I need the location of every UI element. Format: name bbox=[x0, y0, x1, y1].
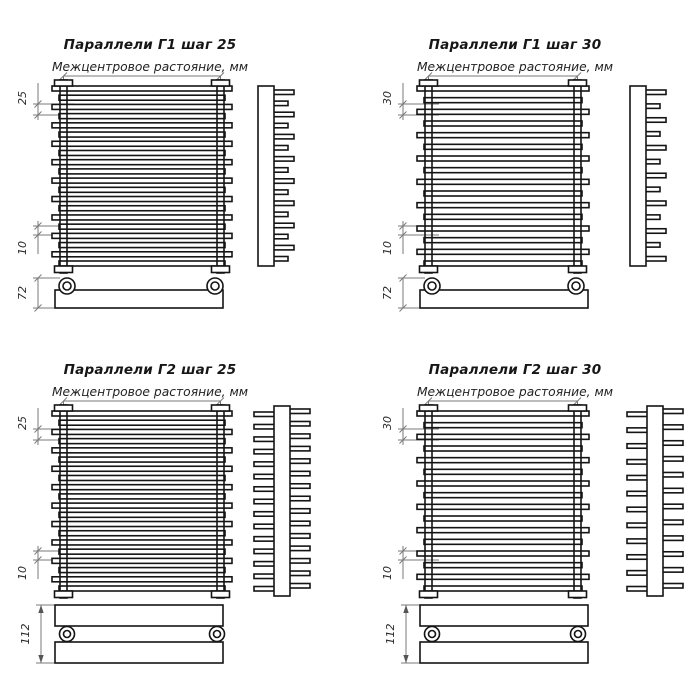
side-view bbox=[630, 86, 666, 266]
svg-text:10: 10 bbox=[381, 241, 394, 255]
panel-title: Параллели Г2 шаг 25 bbox=[63, 362, 237, 378]
top-view bbox=[420, 605, 588, 663]
front-view bbox=[52, 80, 232, 273]
side-view bbox=[254, 406, 310, 596]
front-view bbox=[52, 405, 232, 598]
side-view bbox=[258, 86, 294, 266]
svg-text:112: 112 bbox=[19, 623, 32, 645]
svg-text:30: 30 bbox=[381, 416, 394, 430]
svg-text:10: 10 bbox=[16, 241, 29, 255]
radiator-drawing-g1-25 bbox=[10, 28, 335, 350]
panel-g1-step-25 bbox=[10, 28, 335, 350]
front-view bbox=[417, 80, 589, 273]
radiator-drawing-g2-25 bbox=[10, 353, 335, 675]
panel-title: Параллели Г2 шаг 30 bbox=[428, 362, 602, 378]
svg-text:72: 72 bbox=[381, 286, 394, 300]
panel-subtitle: Межцентровое растояние, мм bbox=[416, 60, 614, 74]
panel-g2-step-30 bbox=[375, 353, 700, 675]
svg-text:72: 72 bbox=[16, 286, 29, 300]
front-view bbox=[417, 405, 589, 598]
panel-g1-step-30 bbox=[375, 28, 700, 350]
top-view bbox=[55, 278, 223, 308]
svg-text:112: 112 bbox=[384, 623, 397, 645]
svg-text:10: 10 bbox=[381, 566, 394, 580]
svg-text:10: 10 bbox=[16, 566, 29, 580]
side-view bbox=[627, 406, 683, 596]
top-view bbox=[420, 278, 588, 308]
panel-title: Параллели Г1 шаг 25 bbox=[63, 37, 237, 53]
panel-subtitle: Межцентровое растояние, мм bbox=[416, 385, 614, 399]
svg-text:30: 30 bbox=[381, 91, 394, 105]
top-view bbox=[55, 605, 225, 663]
panel-title: Параллели Г1 шаг 30 bbox=[428, 37, 602, 53]
panel-g2-step-25 bbox=[10, 353, 335, 675]
panel-subtitle: Межцентровое растояние, мм bbox=[51, 60, 249, 74]
panel-subtitle: Межцентровое растояние, мм bbox=[51, 385, 249, 399]
radiator-drawing-g2-30 bbox=[375, 353, 700, 675]
svg-text:25: 25 bbox=[16, 416, 29, 430]
radiator-drawing-g1-30 bbox=[375, 28, 700, 350]
svg-text:25: 25 bbox=[16, 91, 29, 105]
